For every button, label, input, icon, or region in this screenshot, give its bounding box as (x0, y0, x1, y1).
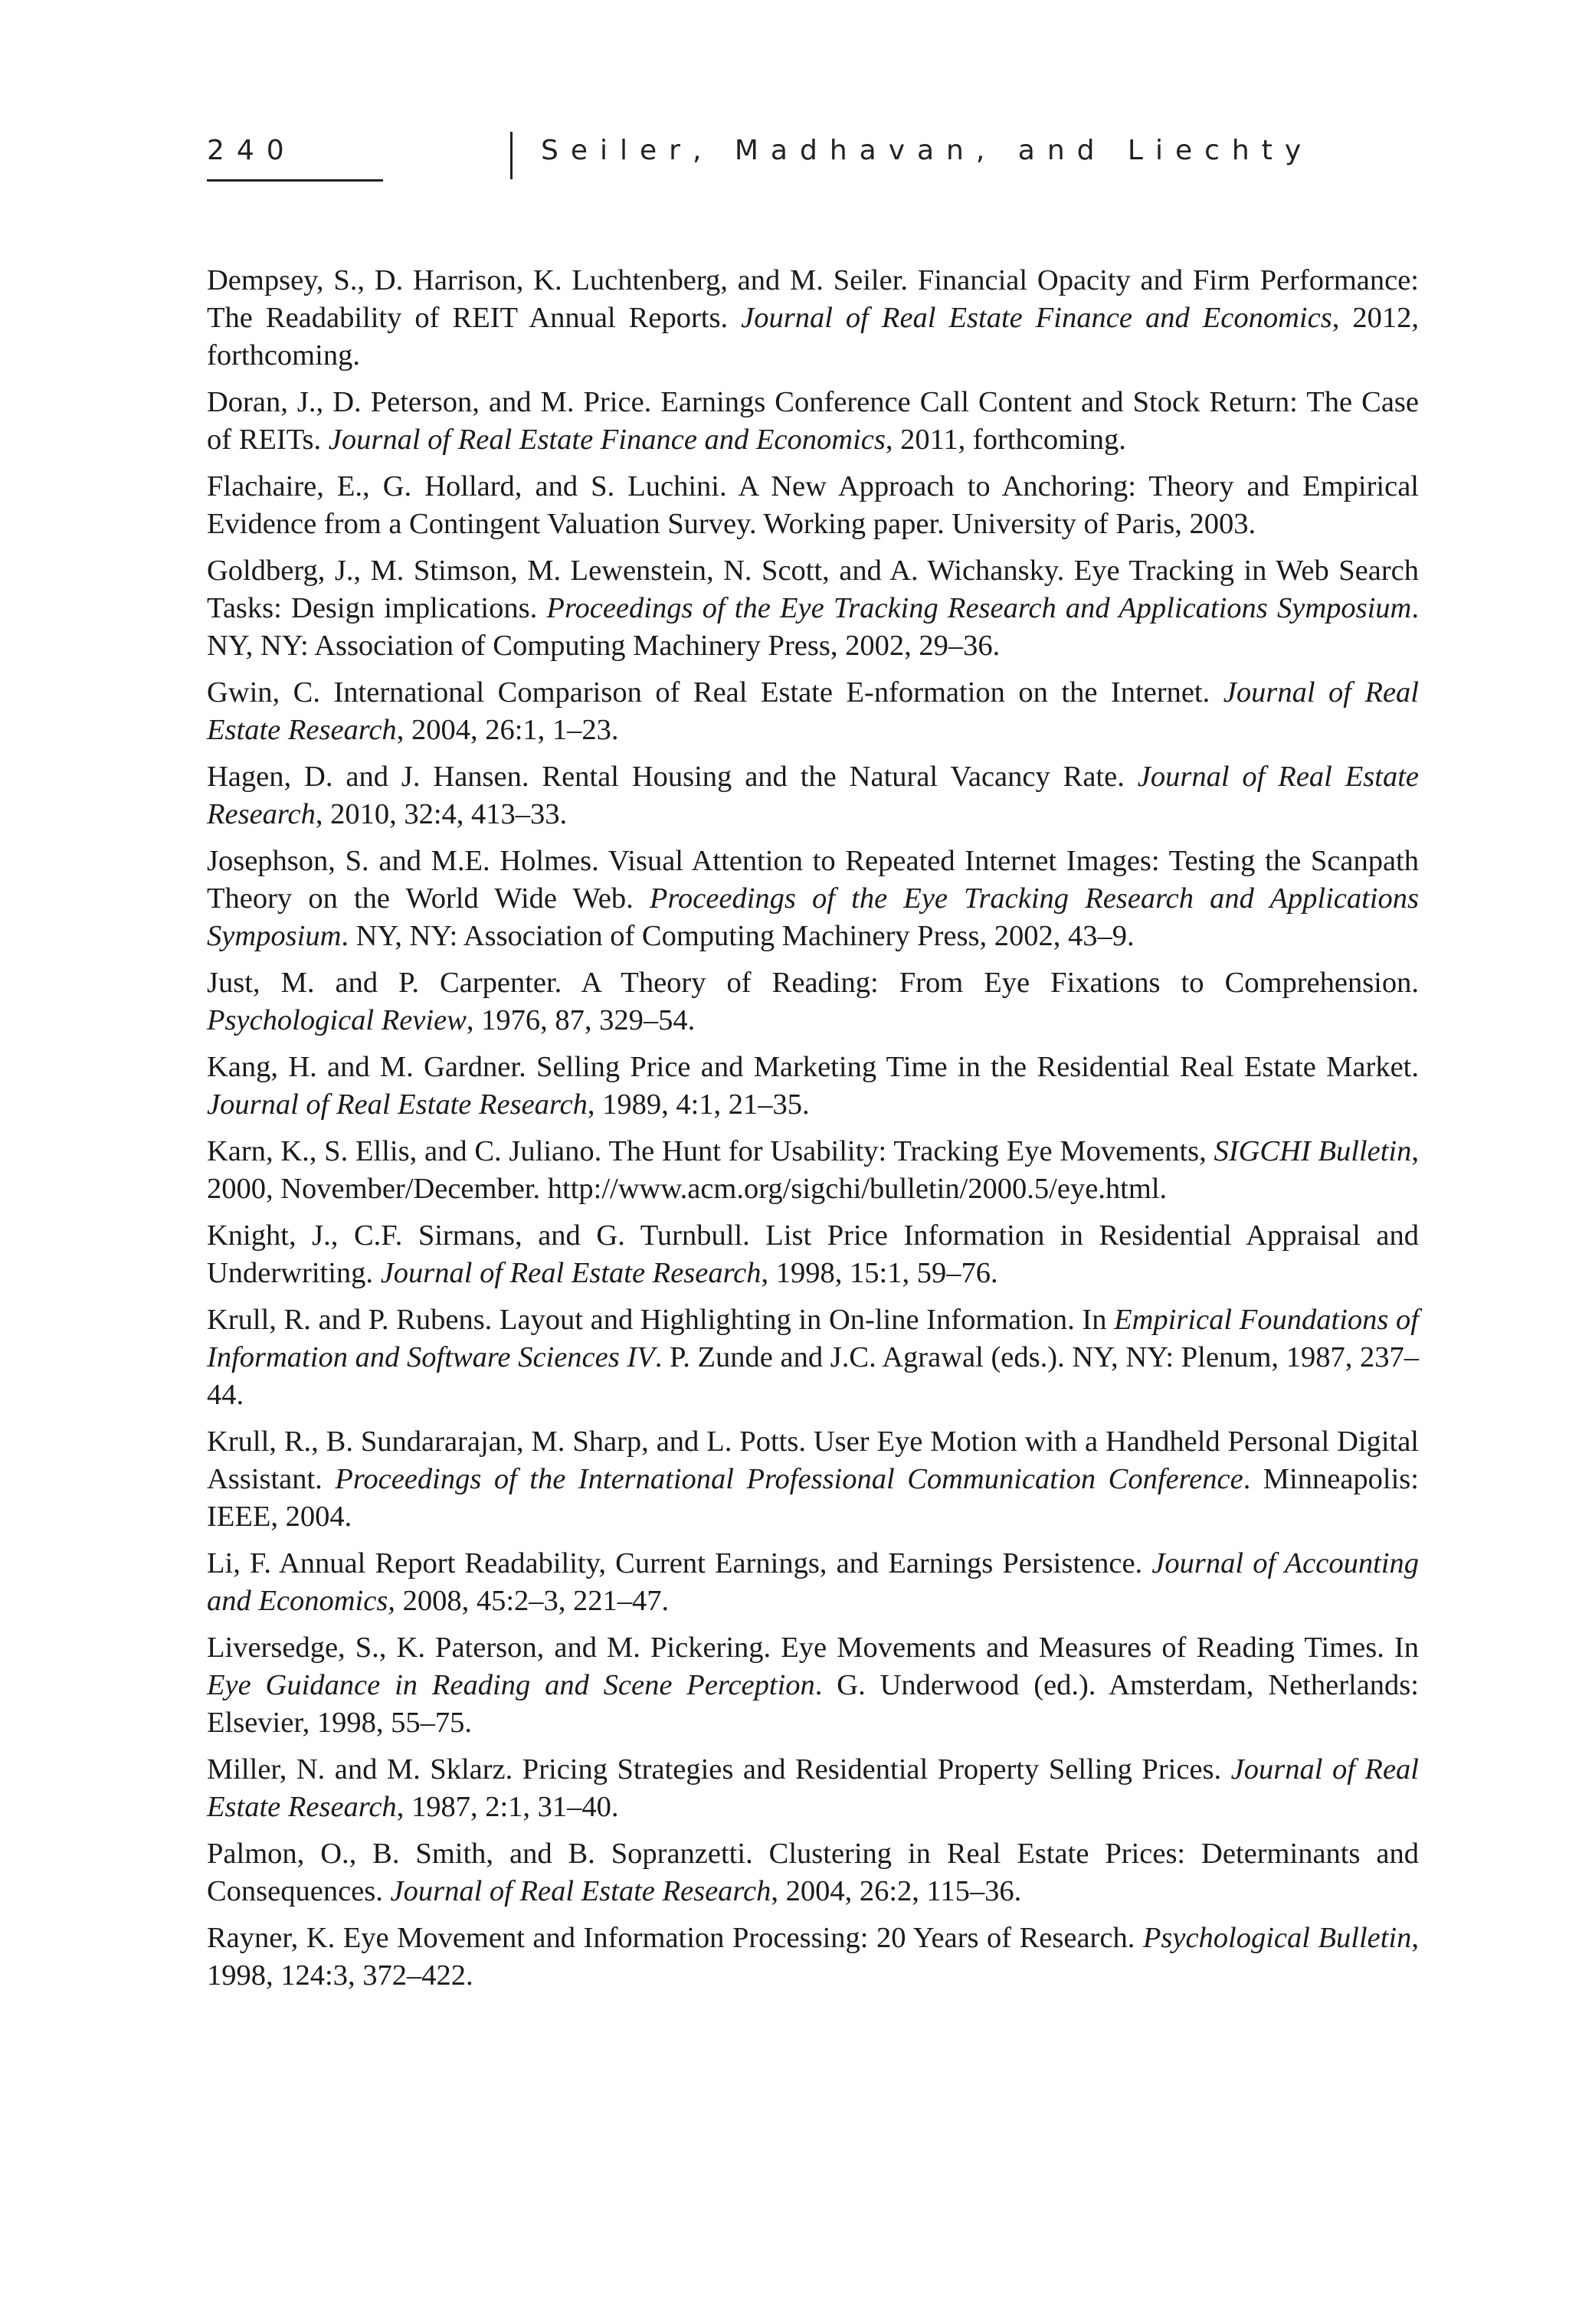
reference-details: , 2004, 26:1, 1–23. (396, 714, 619, 746)
header-rule (207, 179, 383, 182)
reference-entry (207, 1751, 1419, 1826)
reference-text: Goldberg, J., M. Stimson, M. Lewenstein, N. Scott, and A. Wichansky. Eye Tracking in Web Search Tasks: Design implications. (207, 555, 1419, 624)
reference-details: , 1987, 2:1, 31–40. (396, 1791, 619, 1823)
reference-source-title: Empirical Foundations of Information and Software Sciences IV (207, 1304, 1419, 1373)
reference-details: , 2004, 26:2, 115–36. (771, 1875, 1022, 1907)
reference-text: Krull, R., B. Sundararajan, M. Sharp, and L. Potts. User Eye Motion with a Handheld Personal Digital Assistant. (207, 1425, 1419, 1495)
reference-text: Palmon, O., B. Smith, and B. Sopranzetti. Clustering in Real Estate Prices: Determinants and Consequences. (207, 1838, 1419, 1907)
reference-text: Dempsey, S., D. Harrison, K. Luchtenberg, and M. Seiler. Financial Opacity and Firm Performance: The Readability of REIT Annual Reports. (207, 264, 1419, 334)
reference-details: . G. Underwood (ed.). Amsterdam, Netherlands: Elsevier, 1998, 55–75. (207, 1669, 1419, 1739)
reference-source-title: Journal of Real Estate Research (207, 761, 1420, 830)
reference-entry (207, 1133, 1419, 1208)
reference-source-title: Journal of Real Estate Finance and Economics (328, 424, 886, 456)
reference-entry (207, 843, 1419, 955)
reference-source-title: Proceedings of the Eye Tracking Research and Applications Symposium (207, 882, 1419, 952)
reference-text: Liversedge, S., K. Paterson, and M. Pickering. Eye Movements and Measures of Reading Times. In (207, 1632, 1419, 1664)
reference-details: 2008, 45:2–3, 221–47. (395, 1585, 670, 1617)
reference-details: . Minneapolis: IEEE, 2004. (207, 1463, 1419, 1533)
page-number: 240 (207, 135, 296, 166)
reference-source-title: Journal of Real Estate Research (207, 676, 1419, 746)
reference-source-title: Journal of Real Estate Research (207, 1088, 588, 1121)
reference-entry (207, 1217, 1419, 1292)
reference-details: , 1976, 87, 329–54. (466, 1004, 696, 1036)
reference-text: Doran, J., D. Peterson, and M. Price. Earnings Conference Call Content and Stock Return: The Case of REITs. (207, 386, 1419, 456)
reference-list (207, 262, 1419, 2004)
reference-entry (207, 468, 1419, 543)
reference-entry (207, 1920, 1419, 1995)
reference-entry (207, 1301, 1419, 1414)
reference-details: , 2000, November/December. http://www.acm.org/sigchi/bulletin/2000.5/eye.html. (207, 1135, 1419, 1205)
reference-text: Rayner, K. Eye Movement and Information Processing: 20 Years of Research. (207, 1922, 1143, 1954)
reference-entry (207, 758, 1419, 833)
reference-text: Miller, N. and M. Sklarz. Pricing Strategies and Residential Property Selling Prices. (207, 1753, 1231, 1786)
reference-details: . P. Zunde and J.C. Agrawal (eds.). NY, NY: Plenum, 1987, 237–44. (207, 1341, 1420, 1411)
reference-source-title: Proceedings of the Eye Tracking Research and Applications Symposium (546, 592, 1412, 624)
reference-details: . NY, NY: Association of Computing Machinery Press, 2002, 43–9. (341, 920, 1135, 952)
reference-source-title: Journal of Real Estate Finance and Economics (741, 302, 1332, 334)
reference-text: Flachaire, E., G. Hollard, and S. Luchini. A New Approach to Anchoring: Theory and Empirical Evidence from a Contingent Valuation Survey. Working paper. University of Paris, 2003. (207, 470, 1419, 540)
reference-entry (207, 262, 1419, 375)
reference-text: Knight, J., C.F. Sirmans, and G. Turnbull. List Price Information in Residential Appraisal and Underwriting. (207, 1219, 1419, 1289)
reference-entry (207, 1423, 1419, 1536)
running-header (207, 129, 1314, 190)
reference-details: , 1998, 15:1, 59–76. (761, 1257, 998, 1289)
reference-source-title: Psychological Review (207, 1004, 467, 1036)
reference-text: Hagen, D. and J. Hansen. Rental Housing and the Natural Vacancy Rate. (207, 761, 1138, 793)
reference-source-title: Proceedings of the International Professional Communication Conference (335, 1463, 1243, 1495)
reference-details: , 1989, 4:1, 21–35. (587, 1088, 810, 1121)
reference-text: Krull, R. and P. Rubens. Layout and Highlighting in On-line Information. In (207, 1304, 1115, 1336)
reference-text: Karn, K., S. Ellis, and C. Juliano. The Hunt for Usability: Tracking Eye Movements, (207, 1135, 1214, 1167)
reference-entry (207, 1049, 1419, 1124)
running-header-authors: Seiler, Madhavan, and Liechty (541, 135, 1314, 166)
reference-entry (207, 1629, 1419, 1742)
reference-source-title: Eye Guidance in Reading and Scene Perception (207, 1669, 815, 1701)
reference-source-title: Journal of Accounting and Economics, (207, 1547, 1419, 1617)
reference-source-title: Journal of Real Estate Research (207, 1753, 1419, 1823)
reference-entry (207, 1545, 1419, 1620)
reference-text: Kang, H. and M. Gardner. Selling Price and Marketing Time in the Residential Real Estate Market. (207, 1051, 1419, 1083)
reference-source-title: Psychological Bulletin (1142, 1922, 1412, 1954)
reference-text: Just, M. and P. Carpenter. A Theory of Reading: From Eye Fixations to Comprehension. (207, 967, 1419, 999)
reference-source-title: Journal of Real Estate Research (390, 1875, 771, 1907)
reference-entry (207, 674, 1419, 749)
reference-entry (207, 384, 1419, 459)
reference-text: Josephson, S. and M.E. Holmes. Visual Attention to Repeated Internet Images: Testing the Scanpath Theory on the World Wide Web. (207, 845, 1419, 915)
reference-source-title: SIGCHI Bulletin (1214, 1135, 1412, 1167)
reference-details: , 2010, 32:4, 413–33. (315, 798, 568, 830)
header-divider-vertical (510, 132, 513, 179)
reference-entry (207, 552, 1419, 665)
reference-text: Li, F. Annual Report Readability, Current Earnings, and Earnings Persistence. (207, 1547, 1152, 1579)
reference-entry (207, 1835, 1419, 1910)
reference-details: , 2012, forthcoming. (207, 302, 1419, 372)
reference-details: , 2011, forthcoming. (885, 424, 1126, 456)
reference-source-title: Journal of Real Estate Research (380, 1257, 762, 1289)
reference-entry (207, 964, 1419, 1039)
reference-details: , 1998, 124:3, 372–422. (207, 1922, 1420, 1992)
reference-text: Gwin, C. International Comparison of Real Estate E-nformation on the Internet. (207, 676, 1223, 709)
reference-details: . NY, NY: Association of Computing Machinery Press, 2002, 29–36. (207, 592, 1419, 662)
